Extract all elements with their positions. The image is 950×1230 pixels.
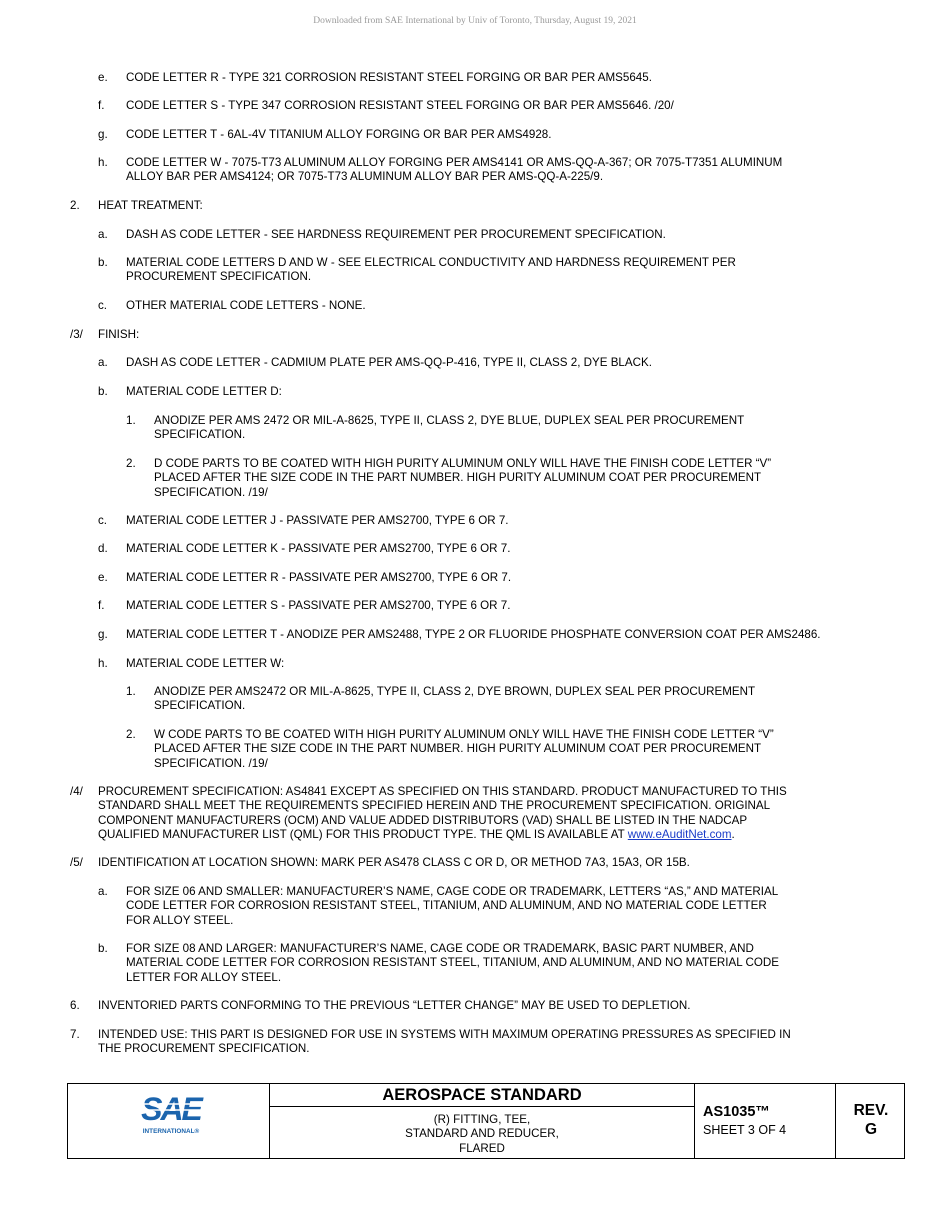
- list-marker: /3/: [70, 328, 83, 341]
- list-marker: g.: [98, 128, 108, 141]
- item-text: [98, 328, 858, 342]
- item-text: [98, 785, 858, 842]
- text-line-suffix: .: [731, 827, 735, 841]
- text-line: PROCUREMENT SPECIFICATION: AS4841 EXCEPT AS SPECIFIED ON THIS STANDARD. PRODUCT MANUFACTURED TO THIS: [98, 785, 787, 798]
- item-text: [126, 885, 886, 928]
- text-line: SPECIFICATION. /19/: [154, 756, 268, 770]
- text-line: PROCUREMENT SPECIFICATION.: [126, 270, 312, 284]
- item-text: [126, 256, 886, 285]
- title-block: [67, 1083, 905, 1159]
- item-text: [126, 99, 886, 113]
- list-marker: 1.: [126, 685, 136, 698]
- text-line: LETTER FOR ALLOY STEEL.: [126, 970, 282, 984]
- text-line: FOR SIZE 08 AND LARGER: MANUFACTURER’S NAME, CAGE CODE OR TRADEMARK, BASIC PART NUMBER, AND: [126, 942, 754, 955]
- text-line: MATERIAL CODE LETTER W:: [126, 657, 285, 670]
- text-line: [98, 828, 858, 842]
- list-marker: 1.: [126, 414, 136, 427]
- item-text: [154, 685, 834, 714]
- download-watermark: Downloaded from SAE International by Univ of Toronto, Thursday, August 19, 2021: [313, 16, 637, 26]
- list-marker: d.: [98, 542, 108, 555]
- item-text: [154, 414, 834, 443]
- item-text: [154, 728, 834, 771]
- text-line: HEAT TREATMENT:: [98, 199, 203, 212]
- item-text: [126, 514, 886, 528]
- text-line: MATERIAL CODE LETTER D:: [126, 385, 282, 398]
- text-line: MATERIAL CODE LETTER FOR CORROSION RESISTANT STEEL, TITANIUM, AND ALUMINUM, AND NO MATERIAL CODE: [126, 956, 779, 970]
- item-text: [126, 542, 886, 556]
- text-line: CODE LETTER R - TYPE 321 CORROSION RESISTANT STEEL FORGING OR BAR PER AMS5645.: [126, 71, 652, 84]
- eauditnet-link[interactable]: www.eAuditNet.com: [627, 827, 732, 841]
- list-marker: 2.: [126, 457, 136, 470]
- text-line: ALLOY BAR PER AMS4124; OR 7075-T73 ALUMINUM ALLOY BAR PER AMS-QQ-A-225/9.: [126, 170, 604, 184]
- logo-wordmark: SAE: [141, 1093, 201, 1127]
- description-line: (R) FITTING, TEE,: [433, 1113, 531, 1126]
- revision: [836, 1101, 906, 1139]
- text-line: CODE LETTER FOR CORROSION RESISTANT STEEL, TITANIUM, AND ALUMINUM, AND NO MATERIAL CODE LETTER: [126, 899, 767, 913]
- text-line: CODE LETTER T - 6AL-4V TITANIUM ALLOY FORGING OR BAR PER AMS4928.: [126, 128, 552, 141]
- list-marker: b.: [98, 385, 108, 398]
- item-text: [98, 856, 858, 870]
- list-marker: a.: [98, 885, 108, 898]
- text-line: CODE LETTER W - 7075-T73 ALUMINUM ALLOY FORGING PER AMS4141 OR AMS-QQ-A-367; OR 7075-T7351 ALUMINUM: [126, 156, 783, 169]
- text-line-prefix: QUALIFIED MANUFACTURER LIST (QML) FOR THIS PRODUCT TYPE. THE QML IS AVAILABLE AT: [98, 827, 628, 841]
- revision-label: REV.: [853, 1102, 889, 1119]
- text-line: INTENDED USE: THIS PART IS DESIGNED FOR USE IN SYSTEMS WITH MAXIMUM OPERATING PRESSURES AS SPECIFIED IN: [98, 1028, 791, 1041]
- text-line: PLACED AFTER THE SIZE CODE IN THE PART NUMBER. HIGH PURITY ALUMINUM COAT PER PROCUREMENT: [154, 742, 762, 756]
- list-marker: g.: [98, 628, 108, 641]
- sheet-number: SHEET 3 OF 4: [703, 1123, 787, 1137]
- text-line: W CODE PARTS TO BE COATED WITH HIGH PURITY ALUMINUM ONLY WILL HAVE THE FINISH CODE LETTER “V”: [154, 728, 774, 741]
- list-marker: f.: [98, 599, 105, 612]
- sae-logo: [136, 1093, 206, 1139]
- text-line: FOR SIZE 06 AND SMALLER: MANUFACTURER’S NAME, CAGE CODE OR TRADEMARK, LETTERS “AS,” AND MATERIAL: [126, 885, 779, 898]
- item-text: [98, 199, 858, 213]
- text-line: MATERIAL CODE LETTERS D AND W - SEE ELECTRICAL CONDUCTIVITY AND HARDNESS REQUIREMENT PER: [126, 256, 736, 269]
- text-line: SPECIFICATION.: [154, 699, 246, 713]
- item-text: [126, 156, 886, 185]
- list-marker: 6.: [70, 999, 80, 1012]
- text-line: ANODIZE PER AMS2472 OR MIL-A-8625, TYPE II, CLASS 2, DYE BROWN, DUPLEX SEAL PER PROCUREMENT: [154, 685, 756, 698]
- text-line: COMPONENT MANUFACTURERS (OCM) AND VALUE ADDED DISTRIBUTORS (VAD) SHALL BE LISTED IN THE NADCAP: [98, 813, 748, 827]
- item-text: [126, 128, 886, 142]
- text-line: DASH AS CODE LETTER - CADMIUM PLATE PER AMS-QQ-P-416, TYPE II, CLASS 2, DYE BLACK.: [126, 356, 652, 369]
- list-marker: h.: [98, 156, 108, 169]
- text-line: DASH AS CODE LETTER - SEE HARDNESS REQUIREMENT PER PROCUREMENT SPECIFICATION.: [126, 228, 666, 241]
- list-marker: a.: [98, 228, 108, 241]
- text-line: SPECIFICATION.: [154, 428, 246, 442]
- list-marker: b.: [98, 942, 108, 955]
- item-text: [126, 385, 886, 399]
- text-line: INVENTORIED PARTS CONFORMING TO THE PREVIOUS “LETTER CHANGE” MAY BE USED TO DEPLETION.: [98, 999, 691, 1012]
- item-text: [126, 599, 886, 613]
- standard-heading: AEROSPACE STANDARD: [270, 1084, 694, 1107]
- item-text: [98, 1028, 858, 1057]
- item-text: [126, 571, 886, 585]
- description-line: STANDARD AND REDUCER,: [405, 1127, 559, 1141]
- logo-subtext: INTERNATIONAL®: [142, 1128, 200, 1135]
- text-line: MATERIAL CODE LETTER T - ANODIZE PER AMS2488, TYPE 2 OR FLUORIDE PHOSPHATE CONVERSION COAT PER AMS2486.: [126, 628, 821, 641]
- part-description: [270, 1107, 694, 1156]
- item-text: [98, 999, 858, 1013]
- revision-value: G: [864, 1121, 878, 1138]
- item-text: [126, 657, 886, 671]
- text-line: D CODE PARTS TO BE COATED WITH HIGH PURITY ALUMINUM ONLY WILL HAVE THE FINISH CODE LETTER “V”: [154, 457, 772, 470]
- list-marker: c.: [98, 514, 108, 527]
- text-line: FINISH:: [98, 328, 140, 341]
- item-text: [154, 457, 834, 500]
- logo-cell: [68, 1084, 270, 1158]
- list-marker: a.: [98, 356, 108, 369]
- document-number: AS1035™: [703, 1104, 770, 1120]
- text-line: FOR ALLOY STEEL.: [126, 913, 234, 927]
- revision-cell: [836, 1084, 906, 1158]
- text-line: IDENTIFICATION AT LOCATION SHOWN: MARK PER AS478 CLASS C OR D, OR METHOD 7A3, 15A3, OR 15B.: [98, 856, 690, 869]
- list-marker: b.: [98, 256, 108, 269]
- list-marker: c.: [98, 299, 108, 312]
- description-line: FLARED: [459, 1141, 505, 1155]
- item-text: [126, 628, 886, 642]
- list-marker: h.: [98, 657, 108, 670]
- document-number-cell: [695, 1084, 836, 1158]
- list-marker: f.: [98, 99, 105, 112]
- title-cell: [270, 1084, 695, 1158]
- text-line: ANODIZE PER AMS 2472 OR MIL-A-8625, TYPE II, CLASS 2, DYE BLUE, DUPLEX SEAL PER PROCUREMENT: [154, 414, 745, 427]
- text-line: CODE LETTER S - TYPE 347 CORROSION RESISTANT STEEL FORGING OR BAR PER AMS5646. /20/: [126, 99, 674, 112]
- text-line: MATERIAL CODE LETTER R - PASSIVATE PER AMS2700, TYPE 6 OR 7.: [126, 571, 512, 584]
- list-marker: 2.: [70, 199, 80, 212]
- text-line: OTHER MATERIAL CODE LETTERS - NONE.: [126, 299, 366, 312]
- list-marker: e.: [98, 71, 108, 84]
- item-text: [126, 356, 886, 370]
- text-line: MATERIAL CODE LETTER J - PASSIVATE PER AMS2700, TYPE 6 OR 7.: [126, 514, 509, 527]
- list-marker: /4/: [70, 785, 83, 798]
- item-text: [126, 942, 886, 985]
- text-line: PLACED AFTER THE SIZE CODE IN THE PART NUMBER. HIGH PURITY ALUMINUM COAT PER PROCUREMENT: [154, 471, 762, 485]
- text-line: SPECIFICATION. /19/: [154, 485, 268, 499]
- text-line: MATERIAL CODE LETTER S - PASSIVATE PER AMS2700, TYPE 6 OR 7.: [126, 599, 511, 612]
- list-marker: e.: [98, 571, 108, 584]
- text-line: THE PROCUREMENT SPECIFICATION.: [98, 1042, 310, 1056]
- list-marker: 2.: [126, 728, 136, 741]
- list-marker: 7.: [70, 1028, 80, 1041]
- list-marker: /5/: [70, 856, 83, 869]
- item-text: [126, 71, 886, 85]
- text-line: STANDARD SHALL MEET THE REQUIREMENTS SPECIFIED HEREIN AND THE PROCUREMENT SPECIFICATION. ORIGINAL: [98, 799, 771, 813]
- text-line: MATERIAL CODE LETTER K - PASSIVATE PER AMS2700, TYPE 6 OR 7.: [126, 542, 511, 555]
- item-text: [126, 228, 886, 242]
- item-text: [126, 299, 886, 313]
